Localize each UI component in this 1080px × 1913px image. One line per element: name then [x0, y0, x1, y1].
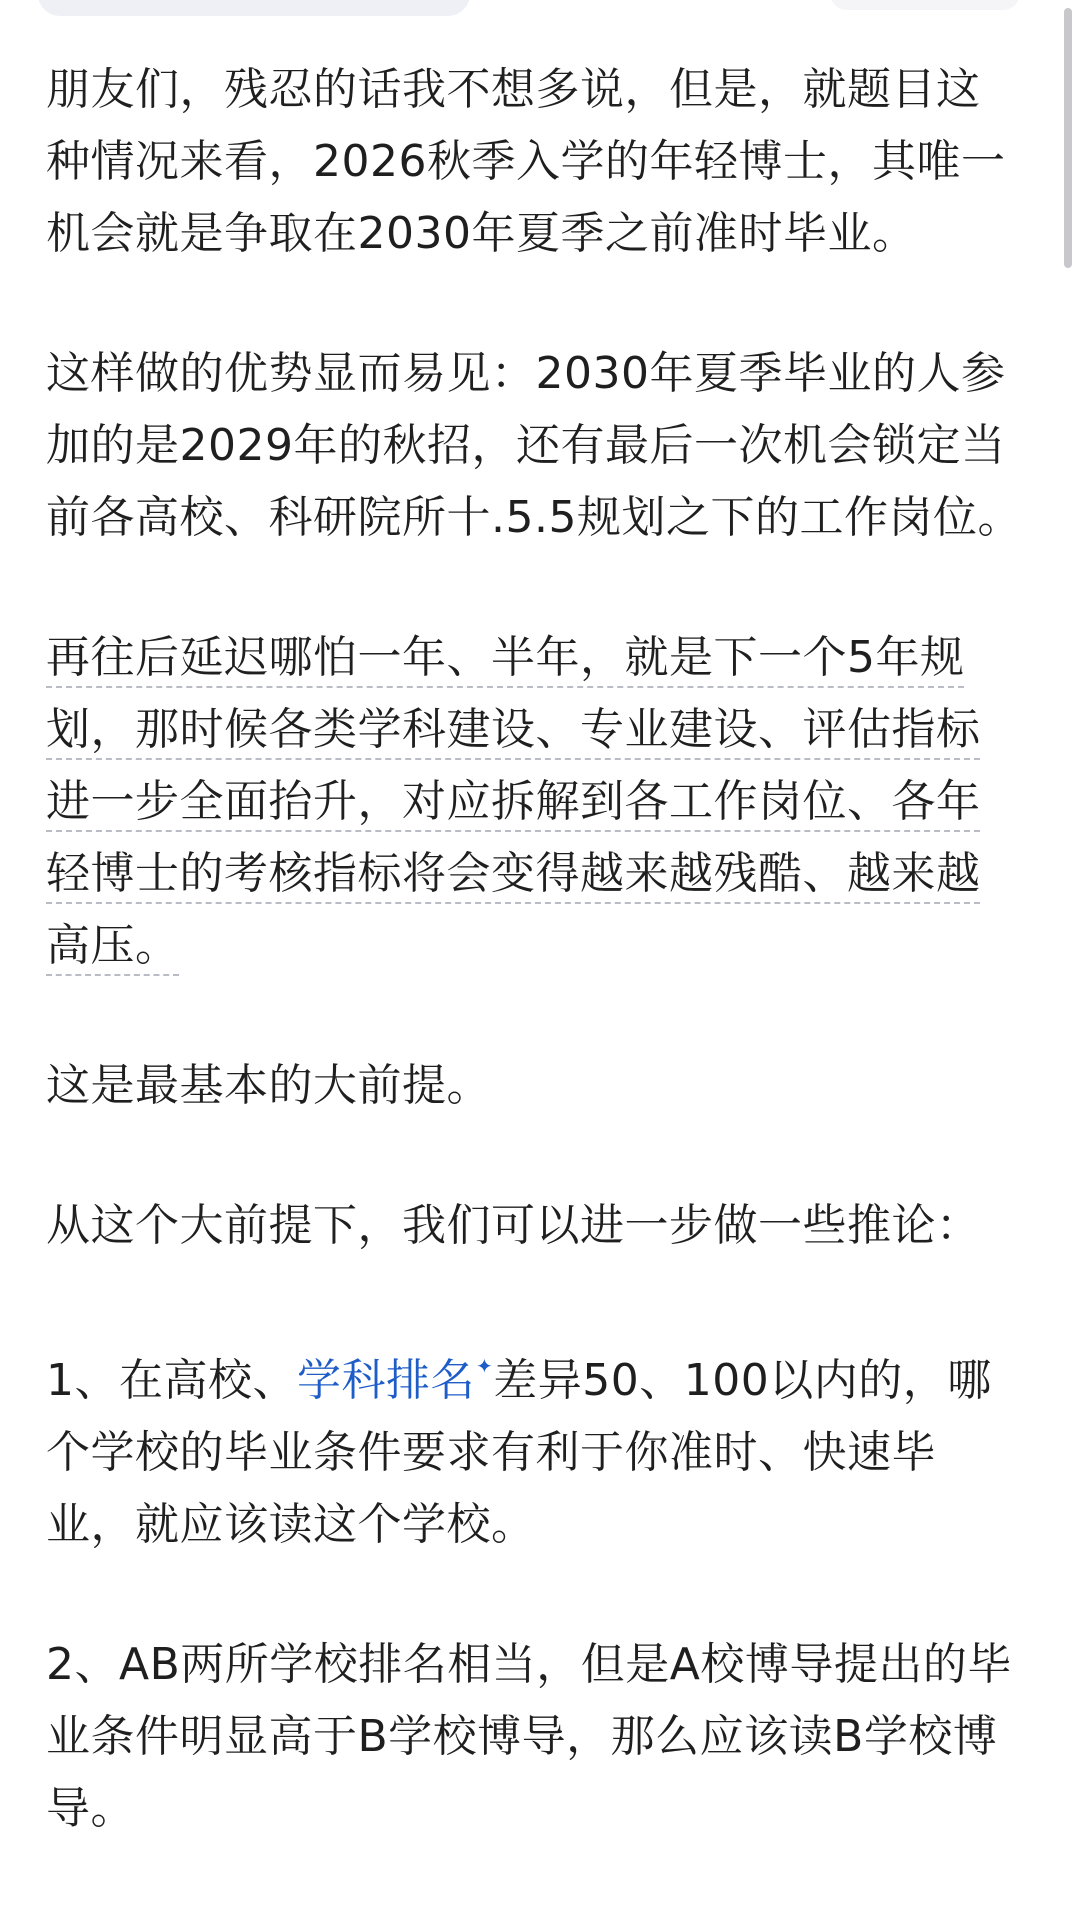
paragraph-7: 2、AB两所学校排名相当，但是A校博导提出的毕 业条件明显高于B学校博导，那么应该读B学校博 导。: [46, 1639, 1012, 1834]
underlined-highlight[interactable]: 再往后延迟哪怕一年、半年，就是下一个5年规 划，那时候各类学科建设、专业建设、评估指标 进一步全面抬升，对应拆解到各工作岗位、各年 轻博士的考核指标将会变得越来越残酷、越来越 高压。: [46, 632, 981, 971]
paragraph-6: [46, 1330, 1032, 1561]
paragraph-2: 这样做的优势显而易见：2030年夏季毕业的人参 加的是2029年的秋招，还有最后一次机会锁定当 前各高校、科研院所十.5.5规划之下的工作岗位。: [46, 348, 1022, 543]
paragraph-6-start: 1、在高校、: [46, 1355, 297, 1406]
paragraph-3: [46, 622, 1032, 982]
sparkle-icon: ✦: [476, 1354, 494, 1378]
paragraph-1: 朋友们，残忍的话我不想多说，但是，就题目这 种情况来看，2026秋季入学的年轻博士，其唯一 机会就是争取在2030年夏季之前准时毕业。: [46, 64, 1006, 259]
top-right-pill[interactable]: [830, 0, 1020, 10]
paragraph-4: 这是最基本的大前提。: [46, 1060, 491, 1111]
scrollbar-thumb[interactable]: [1064, 8, 1072, 268]
subject-ranking-link[interactable]: 学科排名: [297, 1355, 475, 1406]
answer-content: [46, 54, 1032, 1913]
paragraph-5: 从这个大前提下，我们可以进一步做一些推论：: [46, 1200, 981, 1251]
paragraph-6-rest: 差异50、100以内的，哪 个学校的毕业条件要求有利于你准时、快速毕 业，就应该读这个学校。: [46, 1355, 992, 1550]
top-tag-pill[interactable]: [38, 0, 470, 16]
